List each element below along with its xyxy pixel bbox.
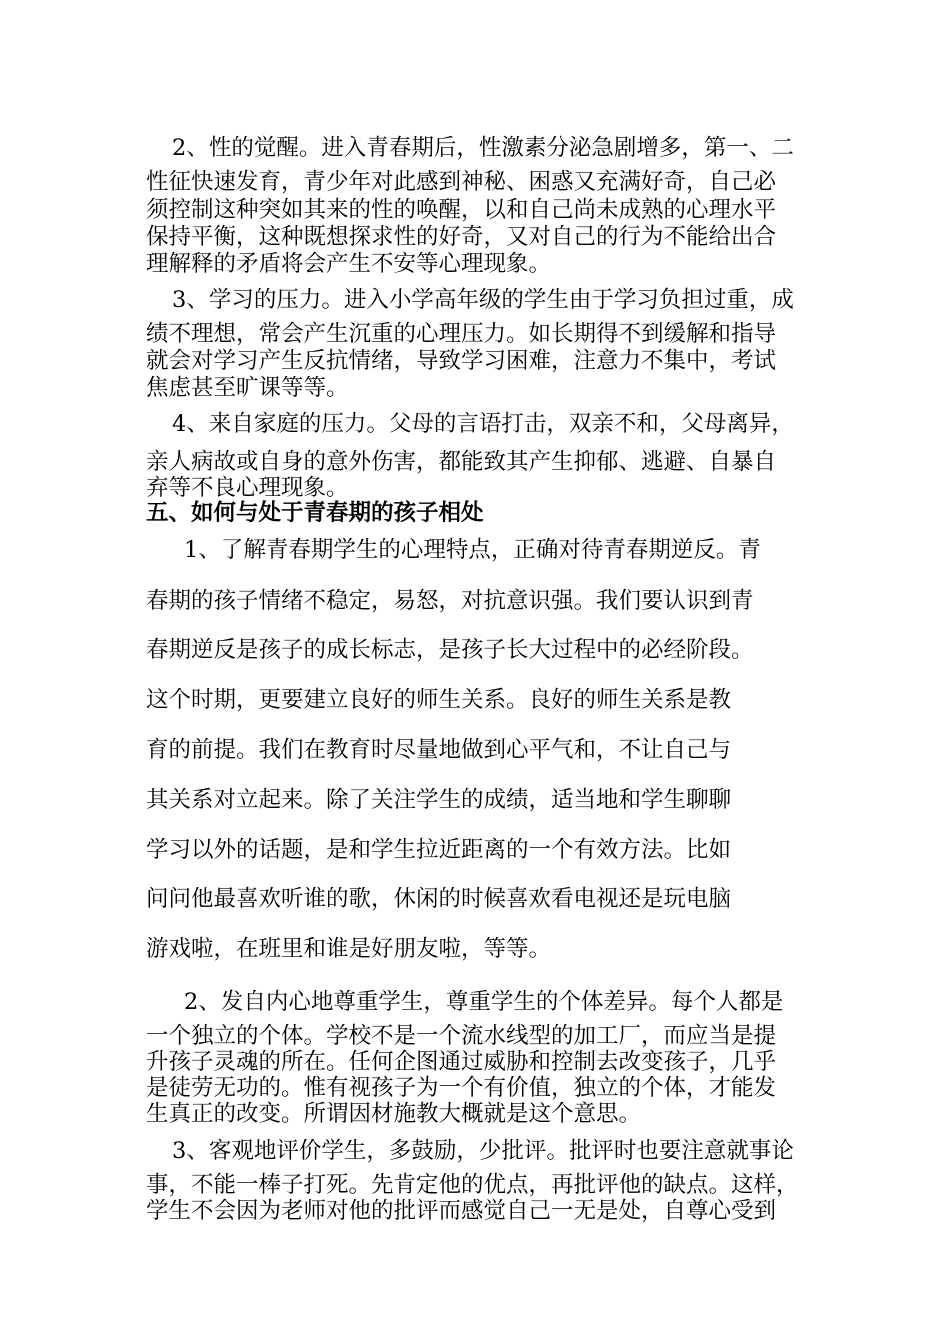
paragraph-line: 是徒劳无功的。惟有视孩子为一个有价值，独立的个体，才能发: [146, 1075, 777, 1101]
paragraph-line: 弃等不良心理现象。: [146, 475, 349, 501]
paragraph-line: 3、学习的压力。进入小学高年级的学生由于学习负担过重，成: [172, 287, 794, 313]
paragraph-line: 生真正的改变。所谓因材施教大概就是这个意思。: [146, 1101, 642, 1127]
paragraph-line: 事，不能一棒子打死。先肯定他的优点，再批评他的缺点。这样，: [146, 1172, 799, 1198]
paragraph-line: 学习以外的话题，是和学生拉近距离的一个有效方法。比如: [146, 837, 732, 863]
paragraph-line: 保持平衡，这种既想探求性的好奇，又对自己的行为不能给出合: [146, 224, 777, 250]
paragraph-line: 春期的孩子情绪不稳定，易怒，对抗意识强。我们要认识到青: [146, 588, 754, 614]
paragraph-line: 理解释的矛盾将会产生不安等心理现象。: [146, 251, 552, 277]
paragraph-line: 2、性的觉醒。进入青春期后，性激素分泌急剧增多，第一、二: [172, 135, 794, 161]
paragraph-line: 育的前提。我们在教育时尽量地做到心平气和，不让自己与: [146, 737, 732, 763]
paragraph-line: 升孩子灵魂的所在。任何企图通过威胁和控制去改变孩子，几乎: [146, 1049, 777, 1075]
paragraph-line: 就会对学习产生反抗情绪，导致学习困难，注意力不集中，考试: [146, 348, 777, 374]
paragraph-line: 1、了解青春期学生的心理特点，正确对待青春期逆反。青: [184, 537, 761, 563]
paragraph-line: 学生不会因为老师对他的批评而感觉自己一无是处，自尊心受到: [146, 1198, 777, 1224]
paragraph-line: 须控制这种突如其来的性的唤醒，以和自己尚未成熟的心理水平: [146, 197, 777, 223]
paragraph-line: 问问他最喜欢听谁的歌，休闲的时候喜欢看电视还是玩电脑: [146, 886, 732, 912]
paragraph-line: 性征快速发育，青少年对此感到神秘、困惑又充满好奇，自己必: [146, 169, 777, 195]
paragraph-line: 2、发自内心地尊重学生，尊重学生的个体差异。每个人都是: [184, 989, 784, 1015]
paragraph-line: 焦虑甚至旷课等等。: [146, 375, 349, 401]
paragraph-line: 春期逆反是孩子的成长标志，是孩子长大过程中的必经阶段。: [146, 637, 754, 663]
paragraph-line: 亲人病故或自身的意外伤害，都能致其产生抑郁、逃避、自暴自: [146, 449, 777, 475]
paragraph-line: 其关系对立起来。除了关注学生的成绩，适当地和学生聊聊: [146, 787, 732, 813]
paragraph-line: 3、客观地评价学生，多鼓励，少批评。批评时也要注意就事论: [172, 1138, 794, 1164]
paragraph-line: 4、来自家庭的压力。父母的言语打击，双亲不和，父母离异，: [172, 411, 794, 437]
section-heading: 五、如何与处于青春期的孩子相处: [146, 500, 484, 526]
paragraph-line: 一个独立的个体。学校不是一个流水线型的加工厂，而应当是提: [146, 1023, 777, 1049]
paragraph-line: 绩不理想，常会产生沉重的心理压力。如长期得不到缓解和指导: [146, 321, 777, 347]
paragraph-line: 这个时期，更要建立良好的师生关系。良好的师生关系是教: [146, 687, 732, 713]
paragraph-line: 游戏啦，在班里和谁是好朋友啦，等等。: [146, 936, 552, 962]
